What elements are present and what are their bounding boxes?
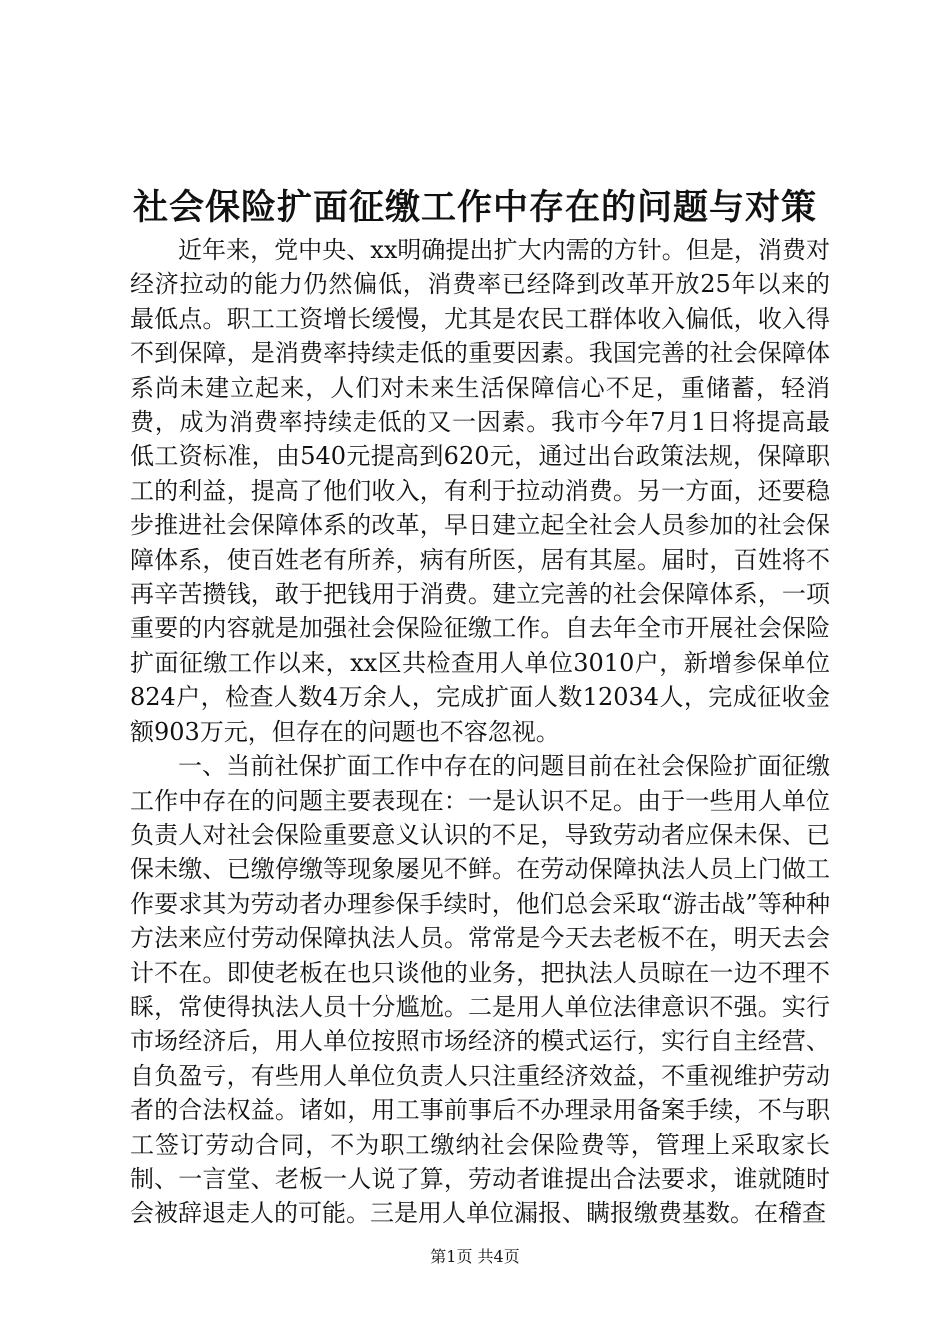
paragraph-problems: 一、当前社保扩面工作中存在的问题目前在社会保险扩面征缴工作中存在的问题主要表现在：一是认识不足。由于一些用人单位负责人对社会保险重要意义认识的不足，导致劳动者应保未保、已保未缴、已缴停缴等现象屡见不鲜。在劳动保障执法人员上门做工作要求其为劳动者办理参保手续时，他们总会采取“游击战”等种种方法来应付劳动保障执法人员。常常是今天去老板不在，明天去会计不在。即使老板在也只谈他的业务，把执法人员晾在一边不理不睬，常使得执法人员十分尴尬。二是用人单位法律意识不强。实行市场经济后，用人单位按照市场经济的模式运行，实行自主经营、自负盈亏，有些用人单位负责人只注重经济效益，不重视维护劳动者的合法权益。诸如，用工事前事后不办理录用备案手续，不与职工签订劳动合同，不为职工缴纳社会保险费等，管理上采取家长制、一言堂、老板一人说了算，劳动者谁提出合法要求，谁就随时会被辞退走人的可能。三是用人单位漏报、瞒报缴费基数。在稽查 (130, 752, 830, 1228)
page-footer: 第1页 共4页 (430, 1247, 520, 1266)
document-title: 社会保险扩面征缴工作中存在的问题与对策 (132, 187, 817, 228)
document-body (130, 233, 830, 1231)
paragraph-intro: 近年来，党中央、xx明确提出扩大内需的方针。但是，消费对经济拉动的能力仍然偏低，消费率已经降到改革开放25年以来的最低点。职工工资增长缓慢，尤其是农民工群体收入偏低，收入得不到保障，是消费率持续走低的重要因素。我国完善的社会保障体系尚未建立起来，人们对未来生活保障信心不足，重储蓄，轻消费，成为消费率持续走低的又一因素。我市今年7月1日将提高最低工资标准，由540元提高到620元，通过出台政策法规，保障职工的利益，提高了他们收入，有利于拉动消费。另一方面，还要稳步推进社会保障体系的改革，早日建立起全社会人员参加的社会保障体系，使百姓老有所养，病有所医，居有其屋。届时，百姓将不再辛苦攒钱，敢于把钱用于消费。建立完善的社会保障体系，一项重要的内容就是加强社会保险征缴工作。自去年全市开展社会保险扩面征缴工作以来，xx区共检查用人单位3010户，新增参保单位824户，检查人数4万余人，完成扩面人数12034人，完成征收金额903万元，但存在的问题也不容忽视。 (130, 236, 830, 746)
